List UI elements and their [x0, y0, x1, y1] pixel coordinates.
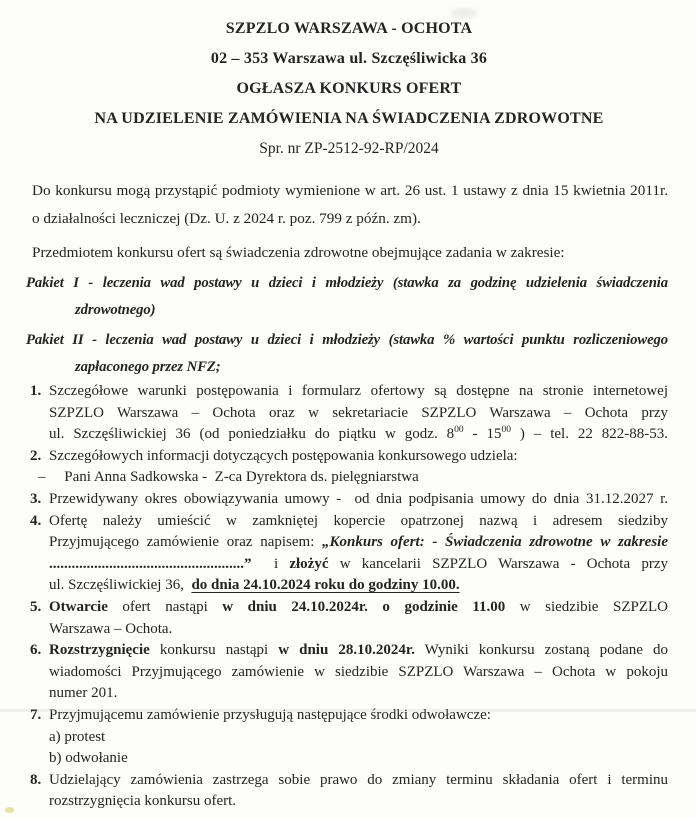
text-segment: Rozstrzygnięcie [49, 642, 150, 659]
text-segment: a) protest [49, 728, 106, 745]
text-segment: ul. Szczęśliwickiej 36 (od poniedziałku do piątku w godz. 8 [49, 426, 455, 443]
text-segment: złożyć [289, 555, 329, 572]
list-item-6 [30, 640, 668, 705]
item-number: 3. [30, 490, 42, 507]
text-segment: Szczegółowych informacji dotyczących postępowania konkursowego udziela: [49, 447, 518, 464]
org-name: SZPZLO WARSZAWA - OCHOTA [225, 20, 473, 37]
text-segment: - 15 [463, 426, 502, 443]
announcement-line-2: NA UDZIELENIE ZAMÓWIENIA NA ŚWIADCZENIA ZDROWOTNE [94, 110, 604, 127]
document-line [30, 770, 668, 792]
text-segment: ul. Szczęśliwickiej 36, [49, 577, 192, 594]
document-line [32, 239, 668, 267]
document-line [26, 270, 668, 297]
item-number: 1. [30, 383, 42, 399]
text-segment: zdrowotnego) [75, 302, 156, 318]
item-number: 5. [30, 598, 42, 615]
document-line [30, 381, 668, 403]
text-segment: Udzielający zamówienia zastrzega sobie prawo do zmiany terminu składania ofert i terminu [49, 771, 668, 788]
text-segment: i [251, 555, 290, 572]
text-segment: ofert nastąpi [107, 598, 223, 615]
text-segment: rozstrzygnięcia konkursu ofert. [49, 793, 237, 810]
document-line [30, 727, 668, 749]
text-segment: b) odwołanie [49, 750, 128, 767]
intro-paragraph [32, 177, 668, 233]
text-segment: Warszawa – Ochota. [49, 620, 173, 637]
document-line [30, 662, 668, 684]
document-line [30, 683, 668, 705]
scan-smudge [450, 8, 478, 18]
case-number: Spr. nr ZP-2512-92-RP/2024 [259, 140, 439, 157]
text-segment: SZPZLO Warszawa – Ochota oraz w sekretariacie SZPZLO Warszawa – Ochota przy [49, 404, 668, 421]
document-line [30, 446, 668, 468]
document-line [30, 511, 668, 533]
text-segment: Przewidywany okres obowiązywania umowy - od dnia podpisania umowy do dnia 31.12.2027 r. [49, 490, 668, 507]
list-item-4 [30, 511, 668, 597]
text-segment: w kancelarii SZPZLO Warszawa - Ochota przy [328, 555, 668, 572]
text-segment: Szczegółowe warunki postępowania i formularz ofertowy są dostępne na stronie internetowej [49, 383, 668, 399]
document-line [30, 575, 668, 597]
document-line [32, 205, 668, 233]
pakiet-2-paragraph [26, 327, 668, 381]
document-line [32, 177, 668, 205]
text-segment: 00 [454, 425, 464, 436]
announcement-line-1: OGŁASZA KONKURS OFERT [236, 80, 462, 97]
document-line [30, 467, 668, 489]
text-segment: „Konkurs ofert: - Świadczenia zdrowotne w zakresie [322, 534, 668, 551]
subject-paragraph [32, 239, 668, 267]
list-item-2 [30, 446, 668, 489]
document-line [30, 619, 668, 641]
document-line [30, 597, 668, 619]
list-item-1 [30, 381, 668, 446]
list-item-5 [30, 597, 668, 640]
document-line [30, 489, 668, 511]
text-segment: konkursu nastąpi [149, 642, 279, 659]
document-line [30, 532, 668, 554]
text-segment: zapłaconego przez NFZ; [75, 359, 221, 375]
text-segment: w siedzibie SZPZLO [505, 598, 668, 615]
scan-streak [0, 709, 696, 712]
text-segment: Ofertę należy umieścić w zamkniętej kopercie opatrzonej nazwą i adresem siedziby [49, 512, 668, 529]
text-segment: ....................................................” [49, 555, 252, 572]
document-line [30, 791, 668, 813]
document-header [30, 14, 668, 164]
text-segment: Przedmiotem konkursu ofert są świadczenia zdrowotne obejmujące zadania w zakresie: [32, 244, 565, 261]
text-segment: Przyjmującego zamówienie oraz napisem: [49, 534, 323, 551]
text-segment: o działalności leczniczej (Dz. U. z 2024 r. poz. 799 z późn. zm). [32, 210, 421, 227]
pakiet-1-paragraph [26, 270, 668, 324]
text-segment: Pakiet II - leczenia wad postawy u dzieci i młodzieży (stawka % wartości punktu rozliczeniowego [26, 332, 668, 348]
text-segment: 00 [501, 425, 511, 436]
item-number: 6. [30, 642, 42, 659]
document-line [30, 403, 668, 425]
text-segment: Wyniki konkursu zostaną podane do [414, 642, 669, 659]
list-item-7 [30, 705, 668, 770]
document-line [30, 748, 668, 770]
document-line [30, 424, 668, 446]
document-line [30, 554, 668, 576]
item-number: 4. [30, 512, 42, 529]
text-segment: Pakiet I - leczenia wad postawy u dzieci i młodzieży (stawka za godzinę udzielenia świadczenia [26, 275, 668, 291]
document-line [26, 297, 668, 324]
scan-yellow-dot [5, 807, 14, 813]
text-segment: ) – tel. 22 822-88-53. [510, 426, 669, 443]
text-segment: w dniu 28.10.2024r. [278, 642, 415, 659]
text-segment: numer 201. [49, 685, 118, 702]
text-segment: Przyjmującemu zamówienie przysługują następujące środki odwoławcze: [49, 706, 491, 723]
text-segment: Do konkursu mogą przystąpić podmioty wymienione w art. 26 ust. 1 ustawy z dnia 15 kwietnia 2011r. [32, 182, 668, 199]
text-segment: wiadomości Przyjmującego zamówienie w siedzibie SZPZLO Warszawa – Ochota w pokoju [49, 663, 668, 680]
document-line [26, 327, 668, 354]
list-item-8 [30, 770, 668, 813]
text-segment: do dnia 24.10.2024 roku do godziny 10.00. [191, 577, 460, 594]
text-segment: – Pani Anna Sadkowska - Z-ca Dyrektora ds. pielęgniarstwa [38, 469, 419, 486]
item-number: 8. [30, 771, 42, 788]
text-segment: Otwarcie [49, 598, 108, 615]
org-address: 02 – 353 Warszawa ul. Szczęśliwicka 36 [210, 50, 488, 67]
item-number: 7. [30, 706, 42, 723]
item-number: 2. [30, 447, 42, 464]
document-line [30, 640, 668, 662]
document-body [26, 177, 669, 813]
text-segment: w dniu 24.10.2024r. o godzinie 11.00 [222, 598, 506, 615]
document-line [26, 354, 668, 381]
list-item-3 [30, 489, 668, 511]
